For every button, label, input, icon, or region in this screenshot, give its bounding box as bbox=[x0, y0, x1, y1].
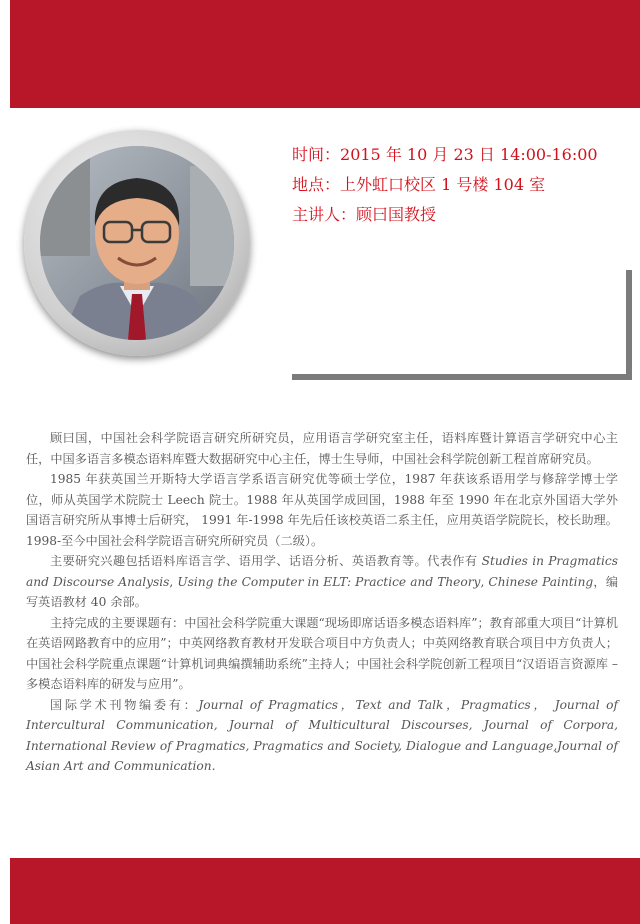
speaker-label: 主讲人： bbox=[292, 205, 357, 224]
speaker-portrait bbox=[40, 146, 234, 340]
journal-list: Journal of Pragmatics，Text and Talk，Pragmatics， Journal of Intercultural Communication, Journal of Multicultural Discourses, Journal of Corpora, International Review of Pragmatics, Pragmatics and Society, Dialogue and Language,Journal of Asian Art and Communication. bbox=[26, 697, 618, 773]
portrait-frame bbox=[24, 130, 250, 356]
event-place bbox=[292, 170, 598, 200]
top-red-band bbox=[10, 0, 640, 108]
bio-paragraph-research bbox=[26, 551, 618, 613]
editorial-intro: 国际学术刊物编委有： bbox=[50, 697, 199, 712]
bottom-red-band bbox=[10, 858, 640, 924]
event-time bbox=[292, 140, 598, 170]
decorative-bracket-vertical bbox=[626, 270, 632, 380]
work-title-2: Using the Computer in ELT: Practice and Theory bbox=[177, 574, 481, 589]
speaker-value: 顾曰国教授 bbox=[356, 205, 437, 224]
bio-paragraph-education: 1985 年获英国兰开斯特大学语言学系语言研究优等硕士学位，1987 年获该系语用学与修辞学博士学位，师从英国学术院院士 Leech 院士。1988 年从英国学成回国，1988 年至 1990 年在北京外国语大学外国语言研究所从事博士后研究， 1991 年-1998 年先后任该校英语二系主任，应用英语学院院长，校长助理。1998-至今中国社会科学院语言研究所研究员（二级）。 bbox=[26, 472, 618, 548]
event-speaker bbox=[292, 200, 598, 230]
place-value: 上外虹口校区 1 号楼 104 室 bbox=[340, 175, 546, 194]
work-separator-1: , bbox=[169, 574, 178, 589]
work-title-1: Studies in Pragmatics and Discourse Analysis bbox=[26, 554, 618, 589]
time-label: 时间： bbox=[292, 145, 341, 164]
research-outro: ，编写英语教材 40 余部。 bbox=[26, 574, 619, 609]
bio-paragraph-projects: 主持完成的主要课题有：中国社会科学院重大课题“现场即席话语多模态语料库”；教育部重大项目“计算机在英语网路教育中的应用”；中英网络教育教材开发联合项目中方负责人；中英网络教育联合项目中方负责人；中国社会科学院重点课题“计算机词典编撰辅助系统”主持人；中国社会科学院创新工程项目“汉语语言资源库 – 多模态语料库的研发与应用”。 bbox=[26, 615, 618, 691]
time-value: 2015 年 10 月 23 日 14:00-16:00 bbox=[340, 145, 598, 164]
place-label: 地点： bbox=[292, 175, 341, 194]
bio-paragraph-editorial bbox=[26, 695, 618, 777]
work-title-3: Chinese Painting bbox=[488, 574, 594, 589]
work-separator-2: , bbox=[480, 574, 489, 589]
decorative-bracket-horizontal bbox=[292, 374, 632, 380]
bio-paragraph-positions: 顾曰国，中国社会科学院语言研究所研究员，应用语言学研究室主任，语料库暨计算语言学研究中心主任，中国多语言多模态语料库暨大数据研究中心主任，博士生导师，中国社会科学院创新工程首席研究员。 bbox=[26, 431, 618, 466]
speaker-biography bbox=[26, 428, 618, 777]
event-info bbox=[292, 140, 598, 230]
research-intro: 主要研究兴趣包括语料库语言学、语用学、话语分析、英语教育等。代表作有 bbox=[50, 554, 482, 568]
